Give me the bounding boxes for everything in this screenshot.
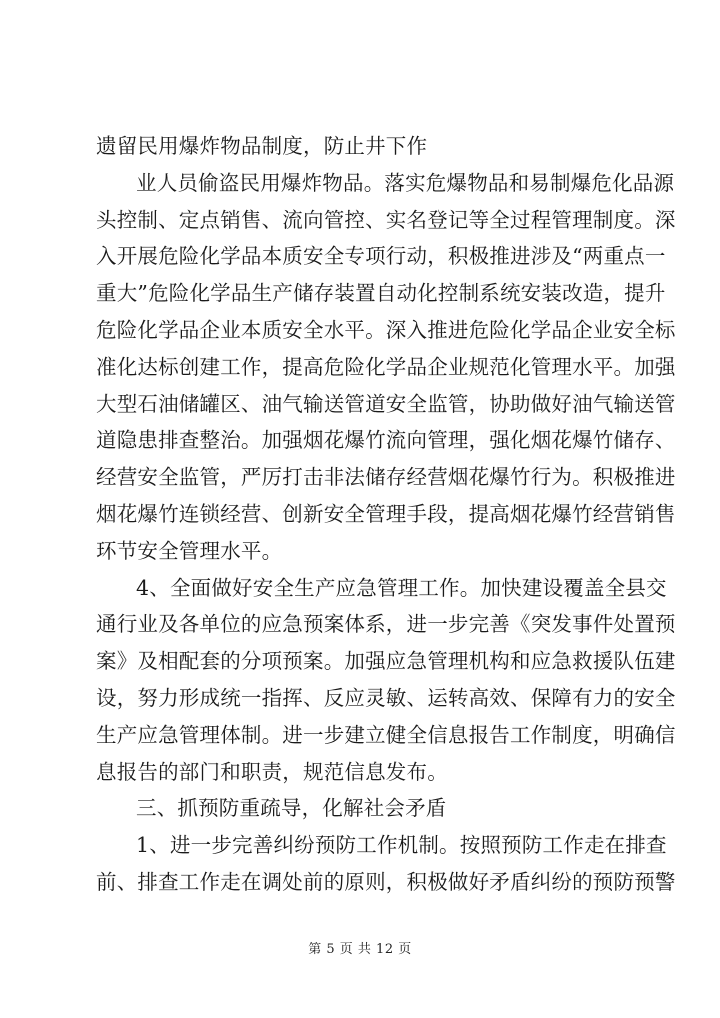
- text-line: 烟花爆竹连锁经营、创新安全管理手段，提高烟花爆竹经营销售: [96, 501, 676, 526]
- document-body: [96, 128, 676, 901]
- text-line: 危险化学品企业本质安全水平。深入推进危险化学品企业安全标: [96, 317, 676, 342]
- text-line: 案》及相配套的分项预案。加强应急管理机构和应急救援队伍建: [96, 649, 676, 674]
- text-line: 经营安全监管，严厉打击非法储存经营烟花爆竹行为。积极推进: [96, 465, 676, 490]
- text-line: 1、进一步完善纠纷预防工作机制。按照预防工作走在排查: [136, 833, 667, 858]
- text-line: 入开展危险化学品本质安全专项行动，积极推进涉及“两重点一: [96, 244, 666, 269]
- text-line: 息报告的部门和职责，规范信息发布。: [96, 759, 448, 784]
- text-line: 准化达标创建工作，提高危险化学品企业规范化管理水平。加强: [96, 354, 676, 379]
- text-line: 环节安全管理水平。: [96, 538, 283, 563]
- text-line: 前、排查工作走在调处前的原则，积极做好矛盾纠纷的预防预警: [96, 869, 676, 894]
- text-line: 大型石油储罐区、油气输送管道安全监管，协助做好油气输送管: [96, 391, 676, 416]
- text-line: 道隐患排查整治。加强烟花爆竹流向管理，强化烟花爆竹储存、: [96, 428, 676, 453]
- text-line: 生产应急管理体制。进一步建立健全信息报告工作制度，明确信: [96, 722, 676, 747]
- page-footer: 第 5 页 共 12 页: [308, 942, 412, 957]
- text-line: 三、抓预防重疏导，化解社会矛盾: [136, 796, 447, 821]
- text-line: 4、全面做好安全生产应急管理工作。加快建设覆盖全县交: [136, 575, 667, 600]
- text-line: 重大”危险化学品生产储存装置自动化控制系统安装改造，提升: [96, 281, 666, 306]
- text-line: 通行业及各单位的应急预案体系，进一步完善《突发事件处置预: [96, 612, 676, 637]
- text-line: 设，努力形成统一指挥、反应灵敏、运转高效、保障有力的安全: [96, 685, 676, 710]
- text-line: 业人员偷盗民用爆炸物品。落实危爆物品和易制爆危化品源: [136, 170, 675, 195]
- text-line: 头控制、定点销售、流向管控、实名登记等全过程管理制度。深: [96, 207, 676, 232]
- text-line: 遗留民用爆炸物品制度，防止井下作: [96, 134, 428, 158]
